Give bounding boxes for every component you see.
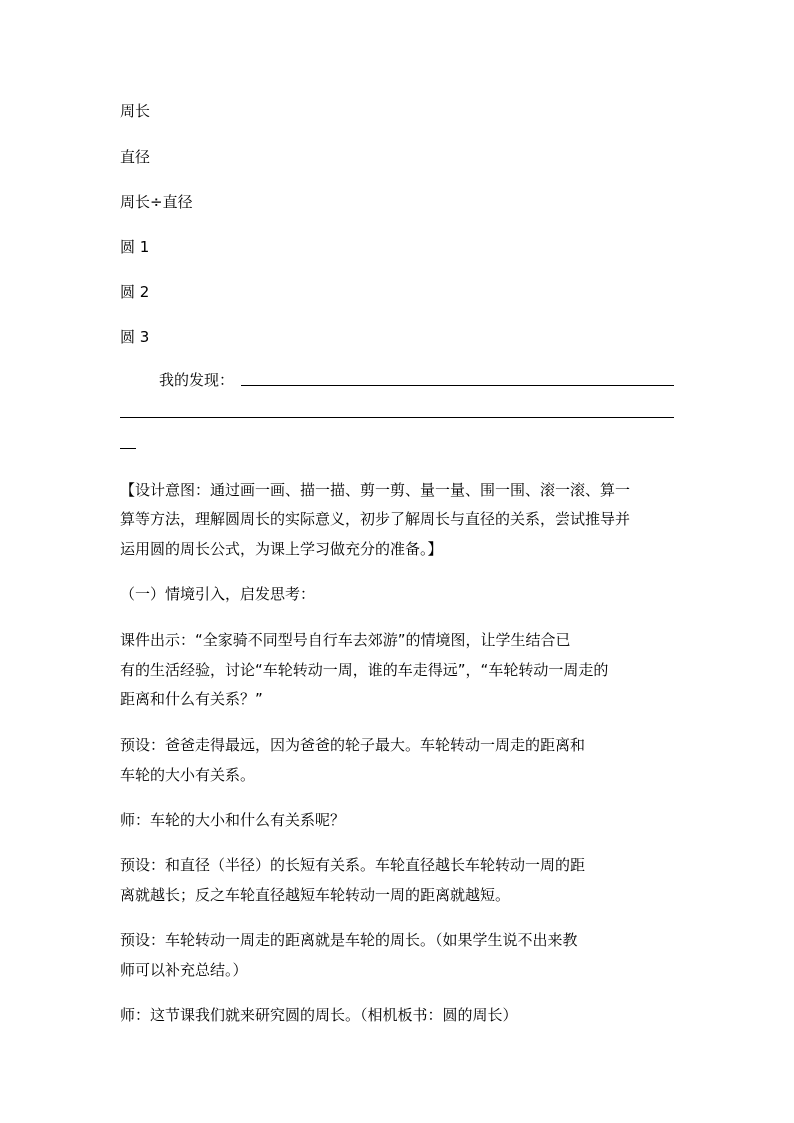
table-row-circle-1: 圆 1 — [120, 238, 150, 256]
section-heading: （一）情境引入，启发思考： — [120, 585, 316, 603]
design-intent-line-2: 算等方法，理解圆周长的实际意义，初步了解周长与直径的关系，尝试推导并 — [120, 510, 631, 528]
paragraph-3-line-1: 师：车轮的大小和什么有关系呢？ — [120, 811, 346, 829]
paragraph-2-line-2: 车轮的大小有关系。 — [120, 766, 256, 784]
table-row-diameter: 直径 — [120, 148, 151, 166]
table-row-circle-2: 圆 2 — [120, 283, 150, 301]
design-intent-line-1: 【设计意图：通过画一画、描一描、剪一剪、量一量、围一围、滚一滚、算一 — [120, 481, 631, 499]
paragraph-2-line-1: 预设：爸爸走得最远，因为爸爸的轮子最大。车轮转动一周走的距离和 — [120, 736, 586, 754]
discovery-answer-line-1 — [241, 385, 674, 386]
paragraph-4-line-2: 离就越长；反之车轮直径越短车轮转动一周的距离就越短。 — [120, 886, 511, 904]
table-row-circumference: 周长 — [120, 102, 151, 120]
paragraph-6-line-1: 师：这节课我们就来研究圆的周长。（相机板书：圆的周长） — [120, 1006, 518, 1024]
paragraph-1-line-3: 距离和什么有关系？” — [120, 690, 263, 708]
discovery-label: 我的发现： — [159, 371, 235, 389]
paragraph-1-line-2: 有的生活经验，讨论“车轮转动一周，谁的车走得远”，“车轮转动一周走的 — [120, 661, 609, 679]
design-intent-line-3: 运用圆的周长公式，为课上学习做充分的准备。】 — [120, 540, 443, 558]
paragraph-5-line-2: 师可以补充总结。） — [120, 961, 248, 979]
paragraph-5-line-1: 预设：车轮转动一周走的距离就是车轮的周长。（如果学生说不出来教 — [120, 931, 578, 949]
paragraph-4-line-1: 预设：和直径（半径）的长短有关系。车轮直径越长车轮转动一周的距 — [120, 856, 586, 874]
table-row-ratio: 周长÷直径 — [120, 193, 193, 211]
discovery-answer-line-3 — [120, 448, 136, 449]
paragraph-1-line-1: 课件出示：“全家骑不同型号自行车去郊游”的情境图，让学生结合已 — [120, 631, 571, 649]
table-row-circle-3: 圆 3 — [120, 328, 150, 346]
discovery-answer-line-2 — [120, 417, 674, 418]
